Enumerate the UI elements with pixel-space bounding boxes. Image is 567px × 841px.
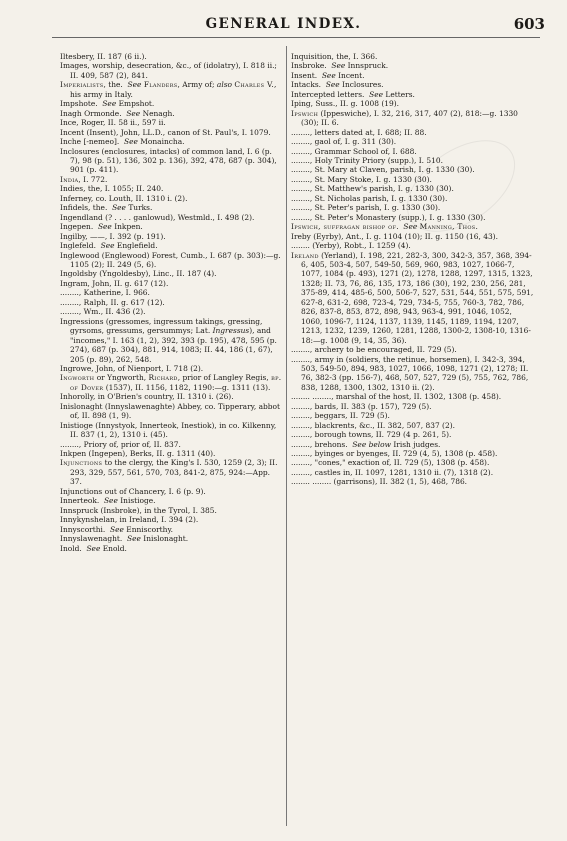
index-entry xyxy=(60,392,282,401)
index-entry xyxy=(291,194,534,203)
entry-text: ........, blackrents, &c., II. 382, 507, 837 (2). xyxy=(291,420,455,430)
index-entry xyxy=(60,317,282,364)
entry-text: Inglewood (Englewood) Forest, Cumb., I. 687 (p. 303):—g. 1105 (2); II. 249 (5, 6). xyxy=(60,250,283,269)
index-entry xyxy=(291,203,534,212)
running-title: GENERAL INDEX. xyxy=(205,16,362,32)
entry-text: See xyxy=(112,203,126,213)
entry-text: ........, castles in, II. 1097, 1281, 1310 ii. (7), 1318 (2). xyxy=(291,467,494,477)
entry-text: ........, St. Mary Stoke, I. g. 1330 (30). xyxy=(291,174,432,184)
entry-text: See xyxy=(123,137,138,147)
index-entry xyxy=(291,109,534,128)
page-number: 603 xyxy=(513,15,545,33)
entry-text: , prior of Langley Regis, xyxy=(177,373,272,383)
entry-text: Innyscorthi. xyxy=(60,524,110,534)
entry-text: Infidels, the. xyxy=(60,203,113,213)
entry-text: Inglefeld. xyxy=(60,241,101,251)
column-divider xyxy=(286,46,287,826)
entry-text: Enold. xyxy=(100,543,127,553)
entry-text: Ingilby, ——, I. 392 (p. 191). xyxy=(60,231,166,241)
entry-text: Inhorolly, in O'Brien's country, II. 1310 i. (26). xyxy=(60,392,234,402)
index-entry xyxy=(291,440,534,449)
index-entry xyxy=(291,402,534,411)
entry-text: See xyxy=(403,222,418,232)
entry-text: ........, St. Mary at Claven, parish, I. g. 1330 (30). xyxy=(291,165,475,175)
entry-text: ........, Holy Trinity Priory (supp.), I. 510. xyxy=(291,155,443,165)
entry-text: ........ ........, marshal of the host, II. 1302, 1308 (p. 458). xyxy=(291,392,502,402)
index-entry xyxy=(60,52,282,61)
index-entry xyxy=(60,402,282,421)
index-entry xyxy=(60,279,282,288)
entry-text: Ingepen. xyxy=(60,222,98,232)
entry-text: See xyxy=(100,241,115,251)
entry-text: Enniscorthy. xyxy=(123,524,174,534)
entry-text: , I. 772. xyxy=(78,174,108,184)
entry-text: Inistioge (Innystyok, Innerteok, Inestiok), in co. Kilkenny, II. 837 (1, 2), 1310 i. (45). xyxy=(60,420,279,440)
entry-text: ........, St. Peter's parish, I. g. 1330 (30). xyxy=(291,203,441,213)
entry-text: ........, army in (soldiers, the retinue, horsemen), I. 342-3, 394, 503, 549-50, 894, 983, 1027, 1066, 1098, 1271 (2), 1278; II. 76, 382-3 (pp. 156-7), 468, 507, 527, 729 (5), 755, 762, 786, 838, 1288, 1300, 1302, 1310 ii. (2). xyxy=(291,354,531,392)
entry-text: (Ippeswiche), I. 32, 216, 317, 407 (2), 818:—g. 1330 (30); II. 6. xyxy=(301,108,521,128)
index-entry xyxy=(60,175,282,184)
entry-text: ........, archery to be encouraged, II. 729 (5). xyxy=(291,345,457,355)
entry-text: Inkpen (Ingepen), Berks, II. g. 1311 (40). xyxy=(60,449,216,459)
entry-text: Ingressus xyxy=(212,326,250,336)
entry-text: Ince, Roger, II. 58 ii., 597 ii. xyxy=(60,118,166,128)
entry-text: Insent. xyxy=(291,70,322,80)
index-entry xyxy=(60,137,282,146)
index-column-right xyxy=(291,52,534,487)
index-entry xyxy=(291,90,534,99)
entry-text: See xyxy=(103,496,118,506)
index-entry xyxy=(60,515,282,524)
entry-text: See xyxy=(126,108,141,118)
index-entry xyxy=(60,194,282,203)
entry-text: (1537), II. 1156, 1182, 1190:—g. 1311 (13). xyxy=(103,382,271,392)
entry-text: . xyxy=(475,222,478,232)
entry-text: Irish judges. xyxy=(390,439,441,449)
entry-text: Injunctions out of Chancery, I. 6 (p. 9). xyxy=(60,486,206,496)
index-entry xyxy=(60,184,282,193)
entry-text: India xyxy=(60,174,79,184)
entry-text: Flanders xyxy=(143,80,178,90)
index-entry xyxy=(291,184,534,193)
entry-text: ........, beggars, II. 729 (5). xyxy=(291,411,390,421)
entry-text: See xyxy=(102,99,117,109)
entry-text: ........, brehons. xyxy=(291,439,353,449)
entry-text: ........, gaol of, I. g. 311 (30). xyxy=(291,137,397,147)
entry-text: Iltesbery, II. 187 (6 ii.). xyxy=(60,52,147,61)
entry-text: ........, Priory of, prior of, II. 837. xyxy=(60,439,181,449)
entry-text: Ipswich, suffragan bishop of xyxy=(291,222,397,232)
entry-text: Charles V. xyxy=(234,80,275,90)
index-entry xyxy=(60,99,282,108)
index-entry xyxy=(60,241,282,250)
entry-text: Innspruck. xyxy=(345,61,389,71)
entry-text: , the. xyxy=(103,80,128,90)
entry-text: Inclosures (enclosures, intacks) of common land, I. 6 (p. 7), 98 (p. 51), 136, 302 p. 136), 392, 478, 687 (p. 304), 901 (p. 411). xyxy=(60,146,280,175)
index-entry xyxy=(60,458,282,486)
entry-text: ........, byinges or byenges, II. 729 (4, 5), 1308 (p. 458). xyxy=(291,449,498,459)
entry-text: Richard xyxy=(148,373,178,383)
entry-text: Englefield. xyxy=(114,241,158,251)
index-entry xyxy=(60,506,282,515)
entry-text: Iping, Suss., II. g. 1008 (19). xyxy=(291,99,399,109)
index-entry xyxy=(291,468,534,477)
entry-text: ........ (Yerby), Robt., I. 1259 (4). xyxy=(291,241,411,251)
index-entry xyxy=(60,373,285,392)
index-entry xyxy=(291,458,534,467)
index-entry xyxy=(291,99,534,108)
index-entry xyxy=(291,430,534,439)
entry-text: Inkpen. xyxy=(111,222,143,232)
index-entry xyxy=(60,298,282,307)
entry-text: Innyslawenaght. xyxy=(60,534,127,544)
entry-text: Ipswich xyxy=(291,108,319,118)
entry-text: , his army in Italy. xyxy=(70,80,279,99)
index-column-left xyxy=(60,52,285,553)
entry-text: Indies, the, I. 1055; II. 240. xyxy=(60,184,164,194)
index-entry xyxy=(291,52,534,61)
entry-text: See xyxy=(110,524,124,534)
index-entry xyxy=(291,80,534,89)
index-entry xyxy=(60,80,282,99)
index-entry xyxy=(60,288,282,297)
entry-text: See xyxy=(369,89,384,99)
index-entry xyxy=(291,165,534,174)
entry-text: ........, St. Nicholas parish, I. g. 1330 (30). xyxy=(291,193,448,203)
entry-text: Incent (Insent), John, LL.D., canon of St. Paul's, I. 1079. xyxy=(60,127,271,137)
entry-text: Innykynshelan, in Ireland, I. 394 (2). xyxy=(60,515,199,525)
entry-text: ........, Ralph, II. g. 617 (12). xyxy=(60,297,165,307)
index-entry xyxy=(291,137,534,146)
index-entry xyxy=(291,477,534,486)
header-rule xyxy=(52,37,540,38)
index-entry xyxy=(291,213,534,222)
index-entry xyxy=(60,269,282,278)
index-entry xyxy=(60,232,282,241)
index-entry xyxy=(60,544,282,553)
index-entry xyxy=(60,251,282,270)
index-entry xyxy=(60,421,282,440)
entry-text: Monaincha. xyxy=(137,137,185,147)
entry-text: See xyxy=(331,61,346,71)
entry-text: Letters. xyxy=(383,89,415,99)
entry-text: ........, bards, II. 383 (p. 157), 729 (5). xyxy=(291,401,432,411)
entry-text: Innspruck (Insbroke), in the Tyrol, I. 385. xyxy=(60,505,217,515)
index-entry xyxy=(60,440,282,449)
entry-text: Inislonaght. xyxy=(140,534,189,544)
index-entry xyxy=(60,109,282,118)
index-entry xyxy=(60,61,282,80)
entry-text: Imperialists xyxy=(60,80,104,90)
entry-text: also xyxy=(216,80,233,90)
entry-text: Inold. xyxy=(60,543,87,553)
entry-text: Manning, Thos xyxy=(419,222,476,232)
entry-text: ........, borough towns, II. 729 (4 p. 261, 5). xyxy=(291,430,452,440)
entry-text: to the clergy, the King's I. 530, 1259 (2, 3); II. 293, 329, 557, 561, 570, 703, 841-2, 875, 924:—App. 37. xyxy=(70,458,280,487)
index-entry xyxy=(291,355,534,393)
entry-text: bp. of Dover xyxy=(70,373,285,392)
entry-text: or Yngworth, xyxy=(94,373,149,383)
page-header xyxy=(0,16,567,36)
entry-text: See xyxy=(86,543,101,553)
index-entry xyxy=(291,128,534,137)
entry-text: Ingworth xyxy=(60,373,95,383)
entry-text: Ireland xyxy=(291,250,319,260)
index-entry xyxy=(291,156,534,165)
entry-text: Inche [-nemeo]. xyxy=(60,137,124,147)
index-entry xyxy=(291,392,534,401)
index-entry xyxy=(60,213,282,222)
index-entry xyxy=(291,411,534,420)
index-entry xyxy=(291,71,534,80)
entry-text: ........, Grammar School of, I. 688. xyxy=(291,146,417,156)
entry-text: Ingressions (gressomes, ingressum takings, gressing, gyrsoms, gressums, gersummys; Lat. xyxy=(60,316,265,336)
entry-text: See xyxy=(127,80,142,90)
index-entry xyxy=(60,525,282,534)
index-entry xyxy=(60,307,282,316)
entry-text: Inquisition, the, I. 366. xyxy=(291,52,378,61)
entry-text: See below xyxy=(352,439,391,449)
entry-text: Ingoldsby (Yngoldesby), Linc., II. 187 (4). xyxy=(60,269,217,279)
entry-text: Incent. xyxy=(335,70,365,80)
entry-text: Nenagh. xyxy=(140,108,175,118)
index-entry xyxy=(291,345,534,354)
entry-text: Images, worship, desecration, &c., of (idolatry), I. 818 ii.; II. 409, 587 (2), 841. xyxy=(60,61,280,80)
entry-text: (Yerland), I. 198, 221, 282-3, 300, 342-3, 357, 368, 394-6, 405, 503-4, 507, 549-50, 569, 960, 983, 1027, 1066-7, 1077, 1084 (p. 493), 1271 (2), 1278, 1288, 1297, 1315, 1323, 1328; II. 73, 76, 86, 135, 173, 186 (30), 192, 230, 256, 281, 375-89, 414, 485-6, 500, 506-7, 527, 531, 544, 551, 575, 591, 627-8, 631-2, 698, 723-4, 729, 734-5, 755, 760-3, 782, 786, 826, 837-8, 853, 872, 898, 943, 963-4, 991, 1046, 1052, 1060, 1096-7, 1124, 1137, 1139, 1145, 1189, 1194, 1207, 1213, 1232, 1239, 1260, 1281, 1288, 1300-2, 1308-10, 1316-18:—g. 1008 (9, 14, 35, 36). xyxy=(301,250,536,345)
entry-text: Injunctions xyxy=(60,458,103,468)
index-entry xyxy=(291,61,534,70)
index-entry xyxy=(291,241,534,250)
entry-text: ........, "cones," exaction of, II. 729 (5), 1308 (p. 458). xyxy=(291,458,490,468)
index-entry xyxy=(291,147,534,156)
entry-text: ........ ........ (garrisons), II. 382 (1, 5), 468, 786. xyxy=(291,477,468,487)
index-entry xyxy=(60,449,282,458)
entry-text: Insbroke. xyxy=(291,61,332,71)
entry-text: Ingrowe, John, of Nienport, I. 718 (2). xyxy=(60,363,204,373)
entry-text: Empshot. xyxy=(116,99,155,109)
index-entry xyxy=(60,534,282,543)
entry-text: Inclosures. xyxy=(339,80,384,90)
entry-text: ........, St. Peter's Monastery (supp.), I. g. 1330 (30). xyxy=(291,212,486,222)
index-entry xyxy=(60,128,282,137)
entry-text: ........, letters dated at, I. 688; II. 88. xyxy=(291,127,427,137)
index-entry xyxy=(291,222,534,231)
index-entry xyxy=(60,147,282,175)
entry-text: See xyxy=(321,70,336,80)
entry-text: ........, Katherine, I. 966. xyxy=(60,288,150,298)
entry-text: ........, St. Matthew's parish, I. g. 1330 (30). xyxy=(291,184,454,194)
index-entry xyxy=(60,203,282,212)
index-entry xyxy=(60,487,282,496)
entry-text: Inislonaght (Innyslawenaghte) Abbey, co. Tipperary, abbot of, II. 898 (1, 9). xyxy=(60,401,283,421)
index-entry xyxy=(291,251,534,346)
entry-text: Intacks. xyxy=(291,80,326,90)
entry-text: See xyxy=(97,222,112,232)
entry-text: Intercepted letters. xyxy=(291,89,370,99)
index-entry xyxy=(291,449,534,458)
entry-text: Ireby (Eyrby), Ant., I. g. 1104 (10); II. g. 1150 (16, 43). xyxy=(291,231,498,241)
entry-text: See xyxy=(126,534,141,544)
entry-text: Ingram, John, II. g. 617 (12). xyxy=(60,278,169,288)
index-entry xyxy=(291,175,534,184)
entry-text: , Army of; xyxy=(177,80,217,90)
index-entry xyxy=(291,421,534,430)
entry-text: Impshote. xyxy=(60,99,103,109)
entry-text: Inistioge. xyxy=(117,496,156,506)
entry-text: Inferney, co. Louth, II. 1310 i. (2). xyxy=(60,193,188,203)
entry-text: Turks. xyxy=(125,203,153,213)
index-entry xyxy=(291,232,534,241)
entry-text: See xyxy=(325,80,340,90)
entry-text: . xyxy=(396,222,404,232)
entry-text: Innerteok. xyxy=(60,496,104,506)
index-entry xyxy=(60,364,282,373)
entry-text: ), and "incomes," I. 163 (1, 2), 392, 393 (p. 195), 478, 595 (p. 274), 687 (p. 304), 881, 914, 1083; II. 44, 186 (1, 67), 205 (p. 89), 262, 548. xyxy=(70,326,280,364)
entry-text: ........, Wm., II. 436 (2). xyxy=(60,307,146,317)
index-entry xyxy=(60,222,282,231)
entry-text: Inagh Ormonde. xyxy=(60,108,127,118)
index-entry xyxy=(60,496,282,505)
index-entry xyxy=(60,118,282,127)
entry-text: Ingendland (? . . . . ganlowud), Westmld., I. 498 (2). xyxy=(60,212,255,222)
